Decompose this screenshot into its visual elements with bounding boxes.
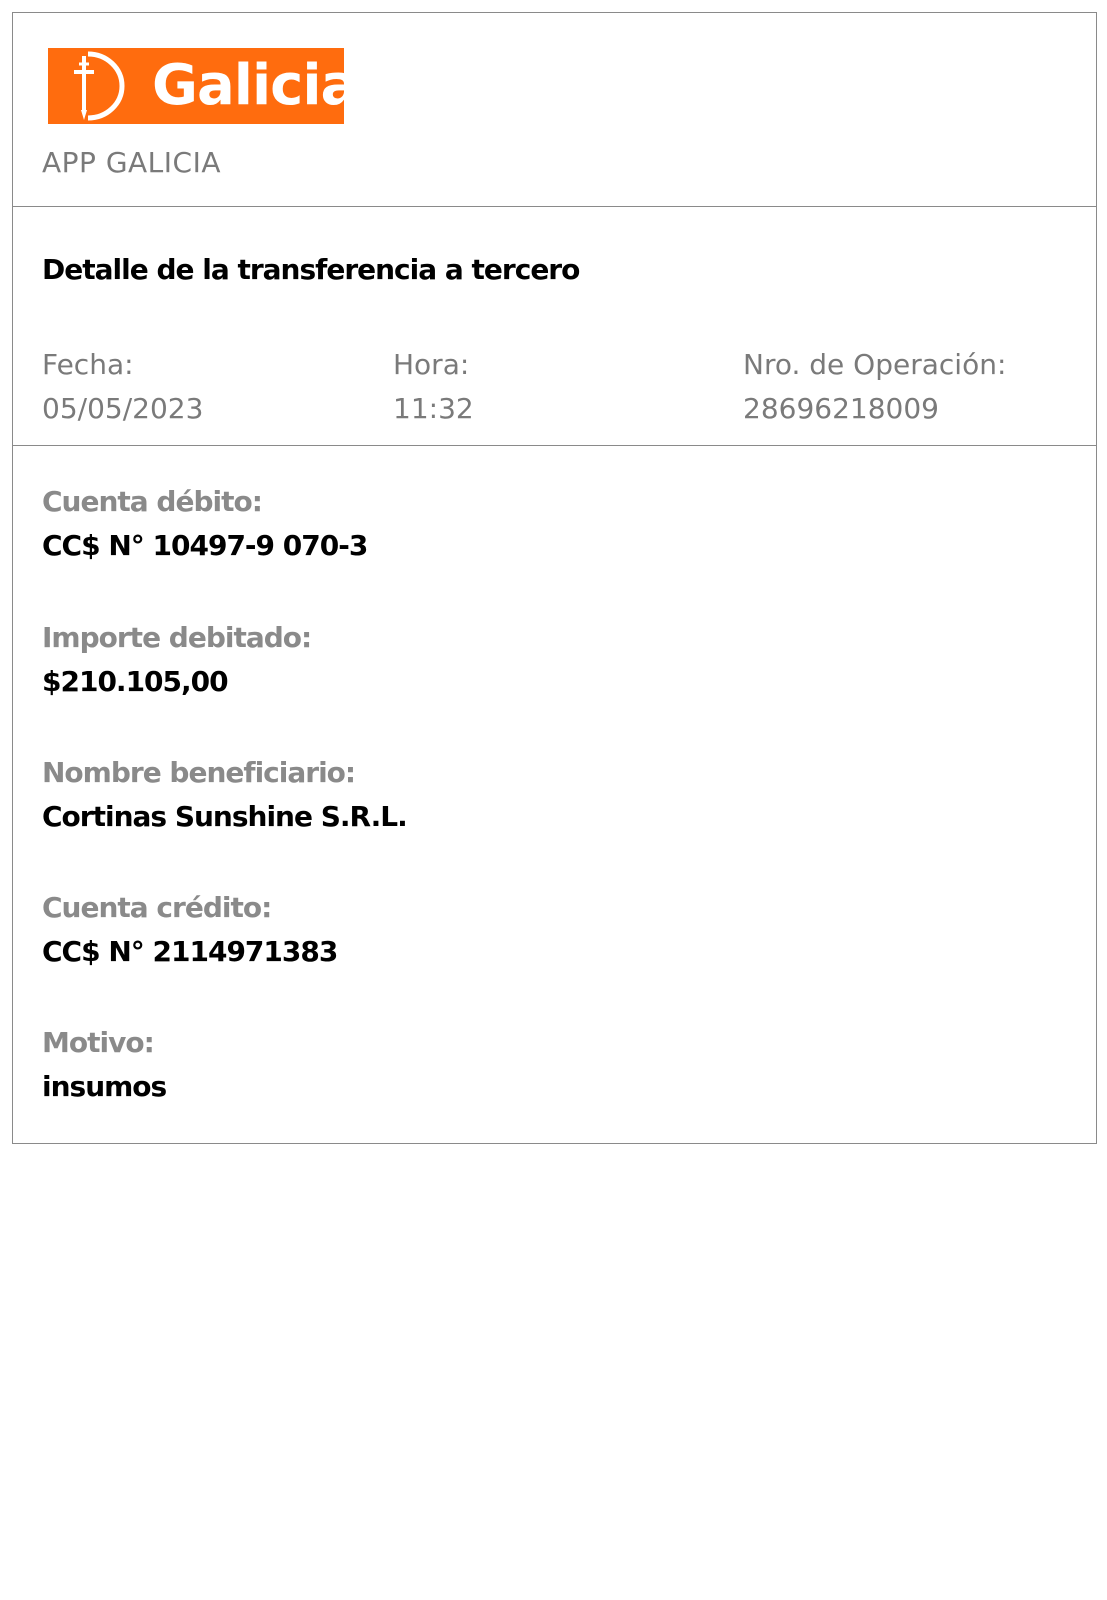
field-label: Cuenta débito: bbox=[42, 485, 262, 518]
importe-debitado-field bbox=[42, 616, 311, 704]
field-label: Cuenta crédito: bbox=[42, 891, 272, 924]
fecha-label: Fecha: bbox=[42, 348, 134, 381]
nombre-beneficiario-field bbox=[42, 751, 407, 839]
page-title: Detalle de la transferencia a tercero bbox=[42, 253, 580, 286]
operacion-value: 28696218009 bbox=[743, 392, 939, 425]
app-name: APP GALICIA bbox=[42, 146, 221, 179]
motivo-field bbox=[42, 1021, 166, 1109]
receipt-header bbox=[13, 13, 1096, 207]
galicia-logo bbox=[48, 48, 358, 124]
galicia-emblem-icon bbox=[48, 48, 152, 124]
field-value: Cortinas Sunshine S.R.L. bbox=[42, 800, 407, 833]
hora-block bbox=[393, 343, 474, 431]
field-label: Nombre beneficiario: bbox=[42, 756, 356, 789]
operacion-block bbox=[743, 343, 1006, 431]
field-label: Motivo: bbox=[42, 1026, 154, 1059]
fecha-value: 05/05/2023 bbox=[42, 392, 204, 425]
cuenta-credito-field bbox=[42, 886, 337, 974]
cuenta-debito-field bbox=[42, 480, 367, 568]
fecha-block bbox=[42, 343, 203, 431]
field-value: CC$ N° 10497-9 070-3 bbox=[42, 529, 368, 562]
operacion-label: Nro. de Operación: bbox=[743, 348, 1007, 381]
field-value: CC$ N° 2114971383 bbox=[42, 935, 338, 968]
hora-value: 11:32 bbox=[393, 392, 474, 425]
transfer-receipt bbox=[12, 12, 1097, 1144]
field-label: Importe debitado: bbox=[42, 621, 312, 654]
hora-label: Hora: bbox=[393, 348, 470, 381]
section-divider bbox=[13, 445, 1096, 446]
field-value: $210.105,00 bbox=[42, 665, 228, 698]
logo-text: Galicia bbox=[152, 53, 358, 118]
field-value: insumos bbox=[42, 1070, 167, 1103]
